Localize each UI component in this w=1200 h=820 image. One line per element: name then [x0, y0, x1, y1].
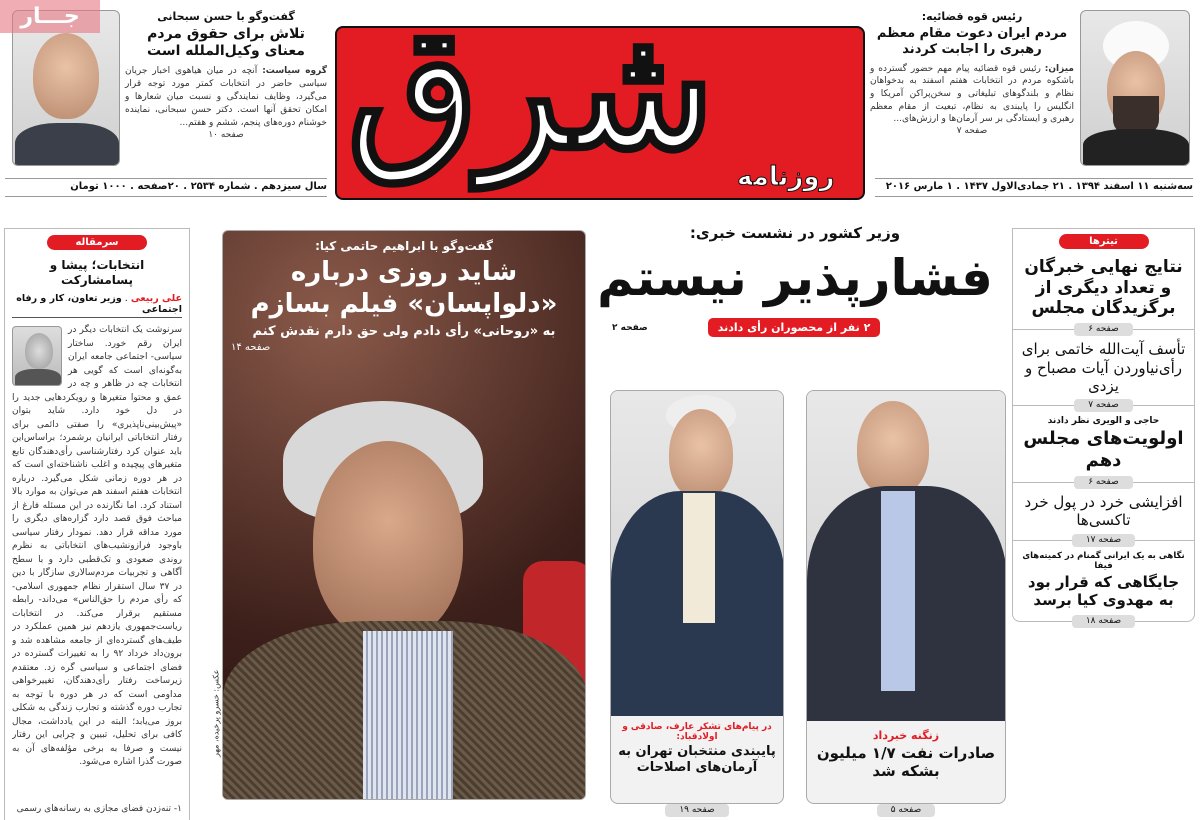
sidebar-item[interactable] — [1013, 541, 1194, 627]
main-badge: ۲ نفر از محصوران رأی دادند — [708, 318, 880, 337]
body-text: آنچه در میان هیاهوی اخبار جریان سیاسی حاضر در انتخابات کمتر مورد توجه قرار می‌گیرد، وظایف نمایندگی و نسبت میان شعارها و امکان تحقق آنها است. دکتر حسن سبحانی، نماینده خوشنام دوره‌های پنجم، ششم و هفتم... — [125, 66, 327, 129]
card-page[interactable]: صفحه ۵ — [877, 804, 936, 817]
sidebar-page[interactable]: صفحه ۶ — [1074, 476, 1133, 489]
editorial-column — [4, 228, 190, 820]
zanganeh-photo — [807, 391, 1005, 721]
sidebar-headline: نتایج نهایی خبرگان و تعداد دیگری از برگزیدگان مجلس — [1024, 257, 1183, 319]
larijani-photo — [1080, 10, 1190, 166]
sidebar-label: تیترها — [1059, 234, 1149, 249]
byline: علی ربیعی . وزیر تعاون، کار و رفاه اجتماعی — [12, 293, 182, 318]
watermark-logo: جـــار — [0, 0, 100, 33]
date-line: سه‌شنبه ۱۱ اسفند ۱۳۹۴ . ۲۱ جمادی‌الاول ۱۴۳۷ . ۱ مارس ۲۰۱۶ — [875, 181, 1193, 192]
page-ref[interactable]: صفحه ۱۰ — [208, 130, 244, 141]
body-text: رئیس قوه قضائیه پیام مهم حضور گسترده و باشکوه مردم در انتخابات هفتم اسفند به بدخواهان نظام و بلندگوهای تبلیغاتی و سخن‌پراکن آمریکا و انگلیس را پایبندی به نظام، تبعیت از مقام معظم رهبری و ایستادگی بر سر آرمان‌ها و ارزش‌های... — [870, 63, 1074, 125]
author-name: علی ربیعی — [130, 293, 182, 305]
editorial-body: سرنوشت یک انتخابات دیگر در ایران رقم خورد. ساختار سیاسی- اجتماعی جامعه ایران به‌گونه‌ای است که گویی هر انتخابات چه در ظاهر و چه در عمق و محتوا متغیرها و رویکردهایی جدید را در دل خود دارد. شاید بتوان «پیش‌بینی‌ناپذیری» را صفتی دائمی برای رفتار انتخاباتی ایرانیان برشمرد؛ براساس‌این باید عنوان کرد رفتارشناسی رأی‌دهندگان تابع متغیرهای پیچیده و اغلب ناشناخته‌ای است که در هر دوره زمانی شکل می‌گیرد. درباره انتخابات هفتم اسفند هم می‌توان به موارد بالا استناد کرد. اما نگارنده در این مسئله فارغ از مباحث فوق قصد دارد گزاره‌های دیگری را مورد مداقه قرار دهد. نمودار رفتار سیاسی باوجود فرازونشیب‌های انتخاباتی به نظرم روندی صعودی و تک‌قطبی دارد و با سطح آگاهی و تجربیات مردم‌سالاری سازگار با دین در ۳۷ سال استقرار نظام جمهوری اسلامی- که رأی مردم را حق‌الناس» می‌داند- رابطه مستقیم برقرار می‌کند. در انتخابات ریاست‌جمهوری یازدهم نیز همین عملکرد در طیف‌های گسترده‌ای از جامعه مشاهده شد و برون‌داد خرداد ۹۲ را به تغییرات گسترده در فضای اجتماعی و سیاسی گره زد. معتقدم زیرساخت رفتار رأی‌دهندگان، تغییرخواهی مداومی است که در هر دوره با توجه به تجارب دوره گذشته و تجارب زندگی به شکلی بروز می‌یابد؛ البته در این یادداشت، مجال کافی برای تحلیل، تبیین و چرایی این رفتار نیست و صرفا به برخی مؤلفه‌های آن به صورت گذرا اشاره می‌شود. — [12, 325, 182, 768]
sidebar-headline: جایگاهی که قرار بود به مهدوی کیا برسد — [1027, 572, 1180, 609]
main-kicker: وزیر کشور در نشست خبری: — [689, 224, 901, 242]
sidebar-page[interactable]: صفحه ۱۸ — [1072, 615, 1135, 628]
editorial-title: انتخابات؛ پیشا و پسامشارکت — [49, 258, 145, 287]
main-page[interactable]: صفحه ۲ — [612, 322, 648, 333]
card-headline: پایبندی منتخبان تهران به آرمان‌های اصلاحات — [618, 744, 776, 775]
sidebar-page[interactable]: صفحه ۱۷ — [1072, 534, 1135, 547]
editorial-last-line: ۱- تنه‌زدن فضای مجازی به رسانه‌های رسمی — [12, 801, 182, 817]
headline: تلاش برای حقوق مردم معنای وکیل‌الملله است — [147, 26, 305, 60]
editorial-label: سرمقاله — [47, 235, 147, 250]
sidebar-page[interactable]: صفحه ۷ — [1074, 399, 1133, 412]
masthead-logo — [335, 26, 865, 200]
headlines-sidebar — [1012, 228, 1195, 627]
page-ref[interactable]: صفحه ۷ — [956, 125, 988, 136]
card-kicker: زنگنه خبرداد — [872, 729, 940, 742]
issue-line: سال سیزدهم . شماره ۲۵۳۴ . ۲۰صفحه . ۱۰۰۰ تومان — [5, 181, 327, 192]
sidebar-headline: تأسف آیت‌الله خاتمی برای رأی‌نیاوردن آیات مصباح و یزدی — [1021, 340, 1186, 395]
aref-photo — [611, 391, 783, 716]
sidebar-headline: اولویت‌های مجلس دهم — [1023, 428, 1184, 472]
headline: مردم ایران دعوت مقام معظم رهبری را اجابت کردند — [876, 26, 1068, 57]
sidebar-item[interactable] — [1013, 330, 1194, 411]
aref-card — [610, 390, 784, 804]
logo-text: شرق — [347, 26, 716, 188]
sidebar-kicker: نگاهی به یک ایرانی گمنام در کمیته‌های فیفا — [1022, 550, 1185, 571]
photo-credit: عکس: خسرو پرخیده، مهر — [211, 669, 221, 757]
top-right-story — [870, 10, 1074, 136]
sidebar-page[interactable]: صفحه ۶ — [1074, 323, 1133, 336]
sidebar-item[interactable] — [1013, 406, 1194, 487]
sidebar-kicker: حاجی و الویری نظر دادند — [1047, 416, 1160, 427]
sidebar-item[interactable] — [1013, 483, 1194, 545]
main-story — [590, 224, 1000, 340]
main-headline: فشارپذیر نیستم — [597, 249, 993, 308]
author-role: وزیر تعاون، کار و رفاه اجتماعی — [16, 293, 182, 316]
card-page[interactable]: صفحه ۱۹ — [665, 804, 728, 817]
sidebar-headline: افزایشی خرد در پول خرد تاکسی‌ها — [1024, 493, 1183, 530]
feature-photo — [222, 230, 586, 800]
feature-kicker: گفت‌وگو با ابراهیم حاتمی کیا: — [315, 239, 493, 253]
kicker: گفت‌وگو با حسن سبحانی — [157, 10, 295, 23]
sobhani-photo — [12, 10, 120, 166]
body-lead: میزان: — [1044, 63, 1074, 74]
card-headline: صادرات نفت ۱/۷ میلیون بشکه شد — [816, 744, 996, 781]
body-lead: گروه سیاست: — [262, 66, 327, 77]
sidebar-item[interactable] — [1013, 249, 1194, 335]
feature-subhead: به «روحانی» رأی دادم ولی حق دارم نقدش کنم — [252, 324, 556, 340]
feature-page[interactable]: صفحه ۱۴ — [231, 342, 271, 354]
card-kicker: در پیام‌های تشکر عارف، صادقی و اولادقباد: — [622, 722, 772, 742]
author-photo — [12, 326, 62, 386]
top-left-story — [125, 10, 327, 140]
logo-subtitle: روزنامه — [737, 162, 835, 192]
zanganeh-card — [806, 390, 1006, 804]
kicker: رئیس قوه قضائیه: — [921, 10, 1023, 23]
feature-headline: شاید روزی درباره «دلواپسان» فیلم بسازم — [250, 257, 558, 319]
